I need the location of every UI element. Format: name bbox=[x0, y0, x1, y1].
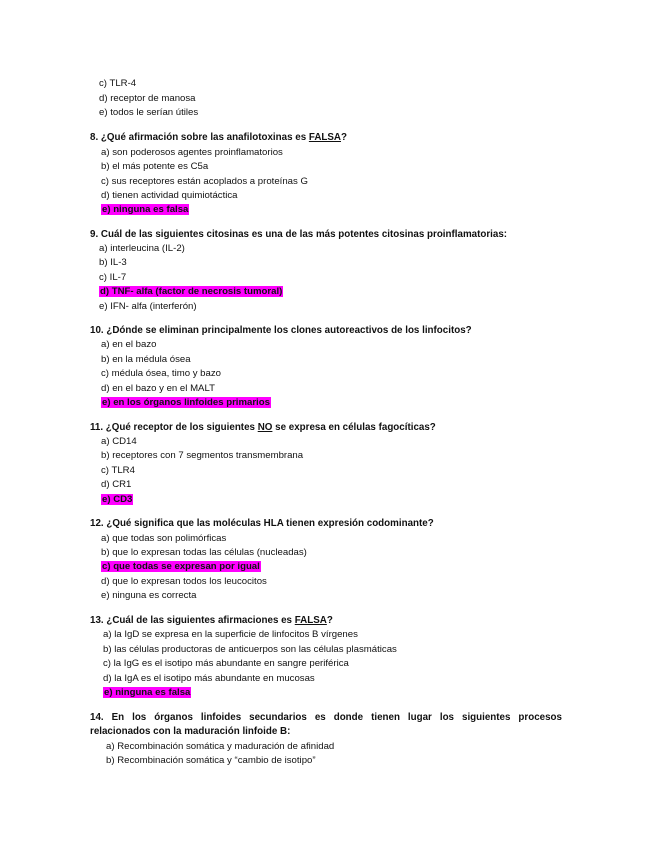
q8-answer-highlight: e) ninguna es falsa bbox=[102, 204, 189, 215]
q10-answer-highlight: e) en los órganos linfoides primarios bbox=[102, 397, 270, 408]
q13-answer-highlight: e) ninguna es falsa bbox=[104, 687, 191, 698]
q14-option-b: b) Recombinación somática y “cambio de isotipo” bbox=[106, 755, 316, 766]
q11-title-suffix: se expresa en células fagocíticas? bbox=[272, 422, 436, 433]
q8-option-a: a) son poderosos agentes proinflamatorios bbox=[101, 147, 283, 158]
q12-option-b: b) que lo expresan todas las células (nucleadas) bbox=[101, 547, 307, 558]
q7-option-d: d) receptor de manosa bbox=[99, 93, 196, 104]
q11-answer-highlight: e) CD3 bbox=[102, 494, 133, 505]
q10-option-c: c) médula ósea, timo y bazo bbox=[101, 368, 221, 379]
q10-option-e bbox=[101, 396, 271, 409]
q8-title-prefix: 8. ¿Qué afirmación sobre las anafilotoxinas es bbox=[90, 132, 309, 143]
q9-option-d bbox=[99, 285, 283, 298]
q13-title-suffix: ? bbox=[326, 615, 333, 626]
q14-option-a: a) Recombinación somática y maduración de afinidad bbox=[106, 741, 335, 752]
q7-option-c: c) TLR-4 bbox=[99, 78, 137, 89]
q13-option-a: a) la IgD se expresa en la superficie de linfocitos B vírgenes bbox=[103, 629, 358, 640]
q13-option-b: b) las células productoras de anticuerpos son las células plasmáticas bbox=[103, 644, 397, 655]
q10-option-b: b) en la médula ósea bbox=[101, 354, 191, 365]
q9-option-b: b) IL-3 bbox=[99, 257, 127, 268]
q13-title-emph: FALSA bbox=[294, 615, 327, 626]
q12-answer-highlight: c) que todas se expresan por igual bbox=[102, 561, 260, 572]
q10-option-a: a) en el bazo bbox=[101, 339, 157, 350]
q11-title-emph: NO bbox=[257, 422, 273, 433]
q9-option-e: e) IFN- alfa (interferón) bbox=[99, 301, 197, 312]
q8-title-suffix: ? bbox=[341, 132, 347, 143]
q13-option-d: d) la IgA es el isotipo más abundante en mucosas bbox=[103, 673, 315, 684]
q11-title-prefix: 11. ¿Qué receptor de los siguientes bbox=[90, 422, 258, 433]
q9-option-a: a) interleucina (IL-2) bbox=[99, 243, 185, 254]
q13-title-prefix: 13. ¿Cuál de las siguientes afirmaciones es bbox=[90, 615, 295, 626]
q13-title bbox=[90, 614, 333, 627]
q13-option-c: c) la IgG es el isotipo más abundante en sangre periférica bbox=[103, 658, 349, 669]
q11-option-b: b) receptores con 7 segmentos transmembrana bbox=[101, 450, 304, 461]
q11-option-a: a) CD14 bbox=[101, 436, 137, 447]
q9-title: 9. Cuál de las siguientes citosinas es una de las más potentes citosinas proinflamatorias: bbox=[90, 229, 508, 240]
q9-answer-highlight: d) TNF- alfa (factor de necrosis tumoral) bbox=[100, 286, 283, 297]
q7-option-e: e) todos le serían útiles bbox=[99, 107, 199, 118]
q12-title: 12. ¿Qué significa que las moléculas HLA tienen expresión codominante? bbox=[90, 518, 434, 529]
q11-option-c: c) TLR4 bbox=[101, 465, 135, 476]
q12-option-e: e) ninguna es correcta bbox=[101, 590, 197, 601]
q13-option-e bbox=[103, 686, 191, 699]
q12-option-a: a) que todas son polimórficas bbox=[101, 533, 227, 544]
q8-option-d: d) tienen actividad quimiotáctica bbox=[101, 190, 238, 201]
q12-option-c bbox=[101, 560, 261, 573]
q8-option-e bbox=[101, 203, 189, 216]
q8-option-b: b) el más potente es C5a bbox=[101, 161, 209, 172]
q10-title: 10. ¿Dónde se eliminan principalmente los clones autoreactivos de los linfocitos? bbox=[90, 325, 472, 336]
q12-option-d: d) que lo expresan todos los leucocitos bbox=[101, 576, 267, 587]
q10-option-d: d) en el bazo y en el MALT bbox=[101, 383, 215, 394]
q11-option-e bbox=[101, 493, 133, 506]
q8-title-emph: FALSA bbox=[308, 132, 341, 143]
q14-title-line2: relacionados con la maduración linfoide B: bbox=[90, 726, 291, 737]
q8-title bbox=[90, 131, 347, 144]
q8-option-c: c) sus receptores están acoplados a proteínas G bbox=[101, 176, 308, 187]
q11-option-d: d) CR1 bbox=[101, 479, 132, 490]
q14-title-line1: 14. En los órganos linfoides secundarios es donde tienen lugar los siguientes procesos bbox=[90, 712, 562, 723]
q11-title bbox=[90, 421, 436, 434]
q9-option-c: c) IL-7 bbox=[99, 272, 127, 283]
